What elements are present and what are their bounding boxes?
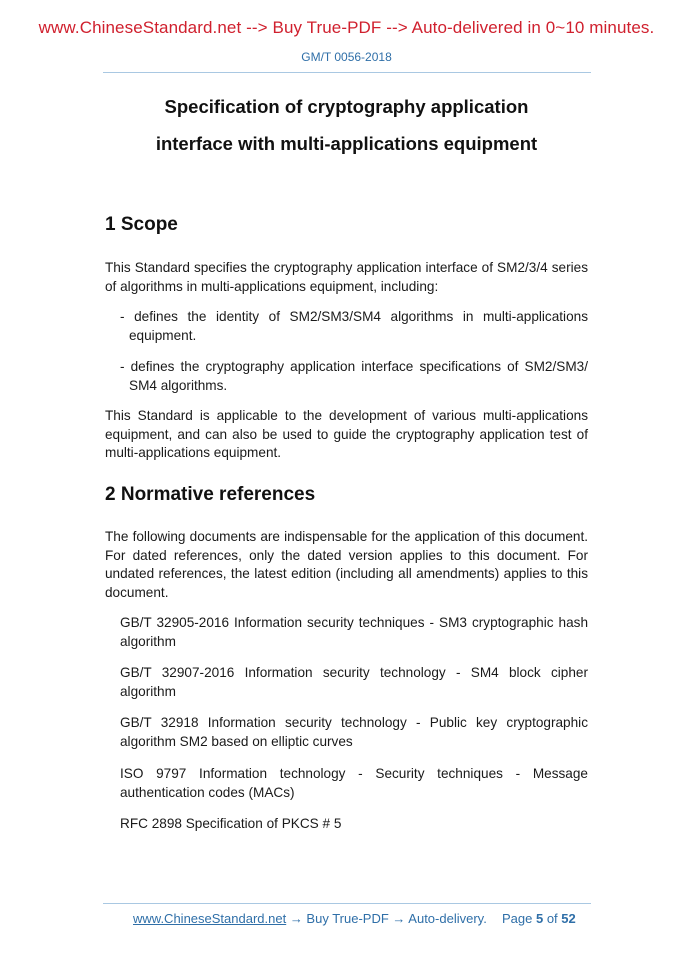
section-heading-scope: 1 Scope — [105, 214, 178, 235]
document-number: GM/T 0056-2018 — [301, 50, 392, 64]
footer-promo — [133, 911, 487, 926]
footer-promo-text: → Buy True-PDF → Auto-delivery. — [286, 911, 487, 926]
scope-intro-paragraph: This Standard specifies the cryptography application interface of SM2/3/4 series of algorithms in multi-applications equipment, including: — [105, 260, 588, 294]
reference-item: ISO 9797 Information technology - Security techniques - Message authentication codes (MACs) — [120, 766, 588, 800]
footer-rule — [103, 903, 591, 904]
promo-banner: www.ChineseStandard.net --> Buy True-PDF --> Auto-delivered in 0~10 minutes. — [38, 18, 655, 37]
document-title-line-2: interface with multi-applications equipment — [155, 133, 538, 154]
document-title-line-1: Specification of cryptography application — [164, 96, 529, 117]
scope-bullet-1: - defines the identity of SM2/SM3/SM4 algorithms in multi-applications equipment. — [120, 309, 588, 343]
section-heading-normative-references: 2 Normative references — [105, 484, 316, 505]
reference-item: GB/T 32918 Information security technology - Public key cryptographic algorithm SM2 based on elliptic curves — [120, 715, 588, 749]
header-rule — [103, 72, 591, 73]
scope-closing-paragraph: This Standard is applicable to the development of various multi-applications equipment, and can also be used to guide the cryptography application test of multi-applications equipment. — [105, 408, 588, 461]
page-label: Page — [502, 911, 536, 926]
references-intro-paragraph: The following documents are indispensable for the application of this document. For dated references, only the dated version applies to this document. For undated references, the latest edition (including all amendments) applies to this document. — [105, 529, 588, 600]
reference-item: GB/T 32907-2016 Information security technology - SM4 block cipher algorithm — [120, 665, 588, 699]
scope-bullet-2: - defines the cryptography application interface specifications of SM2/SM3/ SM4 algorithms. — [120, 359, 588, 393]
page-total: 52 — [561, 911, 576, 926]
reference-item: RFC 2898 Specification of PKCS # 5 — [120, 816, 342, 831]
page-indicator — [502, 911, 576, 926]
page-current: 5 — [535, 911, 544, 926]
reference-item: GB/T 32905-2016 Information security techniques - SM3 cryptographic hash algorithm — [120, 615, 588, 649]
footer-site-link[interactable]: www.ChineseStandard.net — [133, 911, 287, 926]
page-of-label: of — [543, 911, 562, 926]
